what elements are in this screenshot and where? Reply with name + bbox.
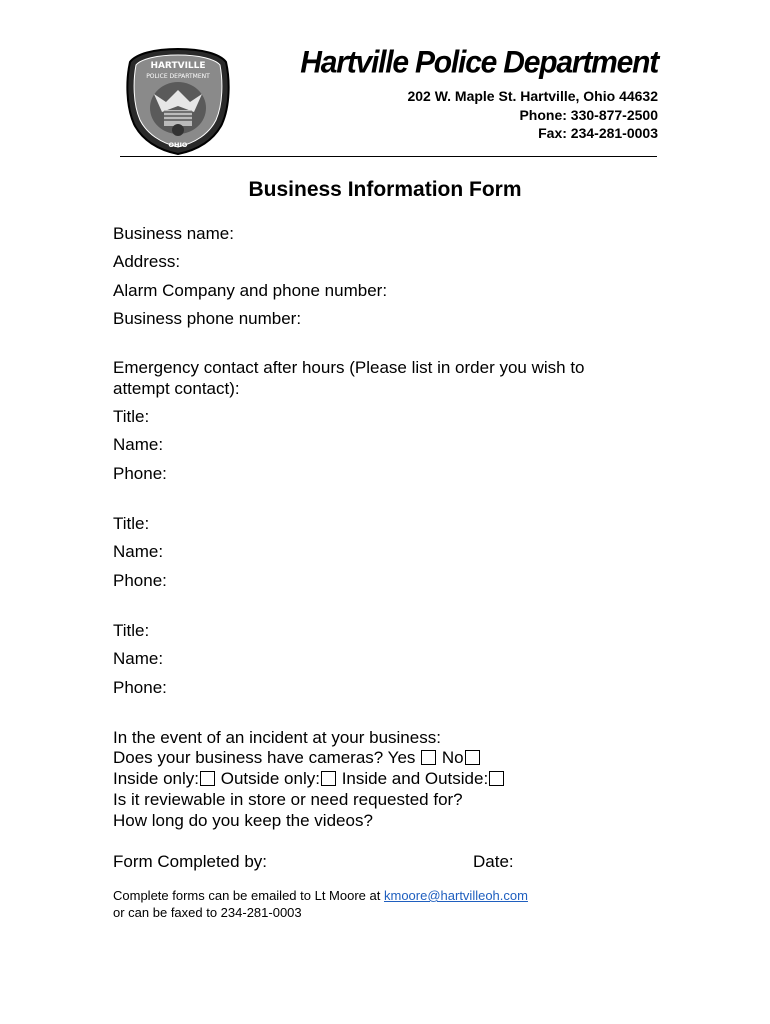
cameras-yes-checkbox[interactable] <box>421 750 436 765</box>
contact-3-name-field[interactable]: Name: <box>113 649 164 668</box>
camera-location-row <box>113 769 505 789</box>
email-link[interactable]: kmoore@hartvilleoh.com <box>383 888 528 903</box>
cameras-no-label: No <box>441 748 464 767</box>
retention-question[interactable]: How long do you keep the videos? <box>113 811 373 830</box>
contact-2-title-field[interactable]: Title: <box>113 514 150 533</box>
email-instructions-text: Complete forms can be emailed to Lt Moore at <box>113 888 381 903</box>
email-instructions <box>113 888 528 903</box>
emergency-contact-intro-cont: attempt contact): <box>113 379 240 398</box>
department-phone: Phone: 330-877-2500 <box>519 107 658 123</box>
reviewable-question[interactable]: Is it reviewable in store or need requested for? <box>113 790 463 809</box>
badge-text-bottom: OHIO <box>168 141 188 149</box>
outside-only-checkbox[interactable] <box>321 771 336 786</box>
badge-text-top: HARTVILLE <box>150 61 206 71</box>
contact-2-name-field[interactable]: Name: <box>113 542 164 561</box>
address-field[interactable]: Address: <box>113 252 181 271</box>
date-field[interactable]: Date: <box>473 852 514 871</box>
completed-by-field[interactable]: Form Completed by: <box>113 852 267 871</box>
cameras-question-row <box>113 748 481 768</box>
contact-2-phone-field[interactable]: Phone: <box>113 571 167 590</box>
contact-3-phone-field[interactable]: Phone: <box>113 678 167 697</box>
department-fax: Fax: 234-281-0003 <box>538 125 658 141</box>
inside-outside-label: Inside and Outside: <box>341 769 489 788</box>
inside-only-label: Inside only: <box>113 769 199 788</box>
police-badge-logo <box>124 46 232 156</box>
header-divider <box>120 156 657 157</box>
form-title: Business Information Form <box>248 178 522 201</box>
business-phone-field[interactable]: Business phone number: <box>113 309 302 328</box>
incident-intro: In the event of an incident at your business: <box>113 728 441 747</box>
contact-3-title-field[interactable]: Title: <box>113 621 150 640</box>
alarm-company-field[interactable]: Alarm Company and phone number: <box>113 281 388 300</box>
contact-1-phone-field[interactable]: Phone: <box>113 464 167 483</box>
badge-text-sub: POLICE DEPARTMENT <box>146 73 210 80</box>
fax-instructions: or can be faxed to 234-281-0003 <box>113 905 302 920</box>
cameras-question: Does your business have cameras? Yes <box>113 748 416 767</box>
emergency-contact-intro: Emergency contact after hours (Please list in order you wish to <box>113 358 585 377</box>
outside-only-label: Outside only: <box>220 769 320 788</box>
inside-outside-checkbox[interactable] <box>489 771 504 786</box>
business-name-field[interactable]: Business name: <box>113 224 234 243</box>
inside-only-checkbox[interactable] <box>200 771 215 786</box>
contact-1-title-field[interactable]: Title: <box>113 407 150 426</box>
cameras-no-checkbox[interactable] <box>465 750 480 765</box>
contact-1-name-field[interactable]: Name: <box>113 435 164 454</box>
department-title: Hartville Police Department <box>300 45 658 80</box>
department-address: 202 W. Maple St. Hartville, Ohio 44632 <box>407 88 658 104</box>
